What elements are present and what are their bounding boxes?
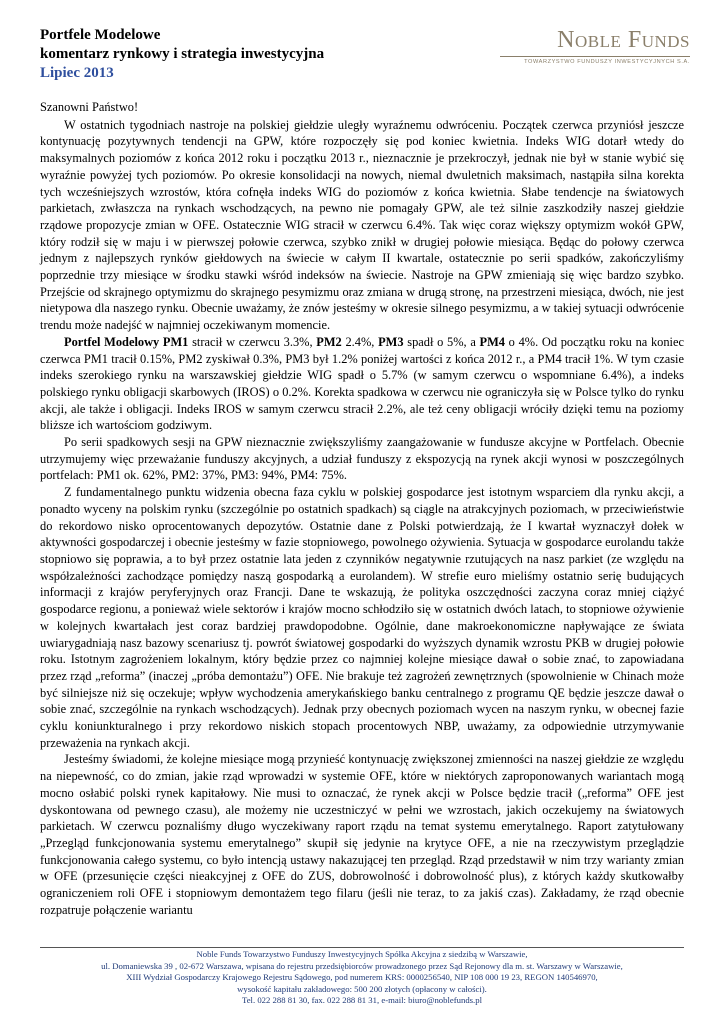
footer-line-contact: Tel. 022 288 81 30, fax. 022 288 81 31, e-mail: biuro@noblefunds.pl (242, 995, 482, 1006)
document-title: Portfele Modelowe (40, 27, 161, 43)
pm3-label: PM3 (378, 334, 404, 349)
footer-line-capital: wysokość kapitału zakładowego: 500 200 złotych (opłacony w całości). (237, 983, 487, 994)
page-footer (40, 949, 684, 1007)
pm4-result-text: o 4%. Od początku roku na koniec czerwca PM1 tracił 0.15%, PM2 zyskiwał 0.3%, PM3 był 1.2% poniżej wartości z końca 2012 r., a PM4 tracił 1%. W tym czasie indeks szerokiego rynku na warszawskiej giełdzie WIG spadł o 5.7% (w samym czerwcu o wspomniane 6.4%), a indeks polskiego rynku obligacji skarbowych (IROS) o 0.2%. Korekta spadkowa w czerwcu nie ograniczyła się w Polsce tylko do rynku akcji, ale także i obligacji. Indeks IROS w samym czerwcu stracił 2.2%, ale też ceny obligacji wróciły dzięki temu na poziomy bliższe ich wartościom godziwym. (40, 334, 684, 433)
pm1-label: Portfel Modelowy PM1 (64, 334, 189, 349)
document-subtitle: komentarz rynkowy i strategia inwestycyjna (40, 46, 325, 62)
paragraph-ofe-reform: Jesteśmy świadomi, że kolejne miesiące mogą przynieść kontynuację zwiększonej zmienności na naszej giełdzie ze względu na niepewność, co do zmian, jakie rząd wprowadzi w systemie OFE, które w niektórych zaproponowanych wariantach mogą mocno osłabić polski rynek kapitałowy. Nie musi to oznaczać, że rynek akcji w Polsce będzie tracił („reforma” OFE jest dyskontowana od pewnego czasu), ale możemy nie uczestniczyć w pełni we wzrostach, jakich oczekujemy na światowych parkietach. W czerwcu poznaliśmy długo wyczekiwany raport rządu na temat systemu emerytalnego. Raport zatytułowany „Przegląd funkcjonowania systemu emerytalnego” skupił się jedynie na krytyce OFE, a nie na rzeczywistym przeglądzie funkcjonowania całego systemu, co było intencją ustawy nakazującej ten przegląd. Rząd przedstawił w nim trzy warianty zmian w OFE (przesunięcie części nieakcyjnej z OFE do ZUS, dobrowolność i dobrowolność plus), z których każdy skutkowałby ograniczeniem roli OFE i stopniowym demontażem tego filaru (jeśli nie teraz, to za jakiś czas). Zakładamy, że rząd obecnie rozpatruje połączenie wariantu (40, 752, 684, 917)
paragraph-market-overview: W ostatnich tygodniach nastroje na polskiej giełdzie uległy wyraźnemu odwróceniu. Początek czerwca przyniósł jeszcze kontynuację pozytywnych tendencji na GPW, które rozpoczęły się pod koniec kwietnia. Indeks WIG dotarł wtedy do maksymalnych poziomów z końca 2012 roku i początku 2013 r., nieznacznie je przekroczył, jednak nie był w stanie wybić się wyraźnie powyżej tych poziomów. Po okresie konsolidacji na nowych, niemal dwuletnich maksimach, nastąpiła silna korekta tych wcześniejszych wzrostów, która cofnęła indeks WIG do poziomów z końca kwietnia. Słabe tendencje na światowych parkietach, zwłaszcza na rynkach wschodzących, na pewno nie pomagały GPW, ale też silnie zaszkodziły naszej giełdzie rządowe propozycje zmian w OFE. Ostatecznie WIG stracił w czerwcu 6.4%. Tak więc coraz większy optymizm wokół GPW, który rodził się w maju i w pierwszej połowie czerwca, szybko znikł w drugiej połowie miesiąca. Będąc do połowy czerwca jednym z najlepszych rynków giełdowych na świecie w całym II kwartale, ostatecznie po serii spadków, zakończyliśmy poprzednie trzy miesiące w środku stawki wśród indeksów na świecie. Nastroje na GPW zmieniają się więc bardzo szybko. Przejście od skrajnego optymizmu do skrajnego pesymizmu oraz zmiana w drugą stronę, na przestrzeni miesiąca, dwóch, nie jest nietypowa dla naszego rynku. Obecnie uważamy, że znów jesteśmy w okresie silnego pesymizmu, a w takiej sytuacji odwrócenie trendu może nadejść w najmniej oczekiwanym momencie. (40, 117, 684, 333)
paragraph-portfolio-results (40, 334, 684, 434)
document-date: Lipiec 2013 (40, 65, 114, 81)
pm1-result-text: stracił w czerwcu 3.3%, (188, 334, 317, 349)
pm2-result-text: 2.4%, (341, 334, 379, 349)
greeting: Szanowni Państwo! (40, 100, 139, 114)
footer-line-address: ul. Domaniewska 39 , 02-672 Warszawa, wpisana do rejestru przedsiębiorców prowadzonego przez Sąd Rejonowy dla m. st. Warszawy w Warszawie, (101, 960, 623, 971)
paragraph-allocation: Po serii spadkowych sesji na GPW nieznacznie zwiększyliśmy zaangażowanie w fundusze akcyjne w Portfelach. Obecnie utrzymujemy więc przeważanie funduszy akcyjnych, a udział funduszy z ekspozycją na rynek akcji wynosi w poszczególnych portfelach: PM1 ok. 62%, PM2: 37%, PM3: 94%, PM4: 75%. (40, 435, 684, 483)
logo-tagline: TOWARZYSTWO FUNDUSZY INWESTYCYJNYCH S.A. (524, 59, 690, 65)
page-header (40, 26, 690, 88)
footer-divider (40, 947, 684, 948)
title-block (40, 26, 324, 83)
footer-line-company: Noble Funds Towarzystwo Funduszy Inwestycyjnych Spółka Akcyjna z siedzibą w Warszawie, (196, 949, 528, 959)
pm2-label: PM2 (316, 334, 342, 349)
pm4-label: PM4 (479, 334, 505, 349)
pm3-result-text: spadł o 5%, a (403, 334, 480, 349)
paragraph-fundamentals: Z fundamentalnego punktu widzenia obecna faza cyklu w polskiej gospodarce jest istotnym wsparciem dla rynku akcji, a ponadto wyceny na polskim rynku (szczególnie po ostatnich spadkach) są ciągle na atrakcyjnych poziomach, w przeciwieństwie do rekordowo nisko oprocentowanych depozytów. Ostatnie dane z Polski potwierdzają, że I kwartał wyznaczył dołek w aktywności gospodarczej i obecnie jesteśmy w fazie stopniowego, powolnego ożywienia. Sytuacja w gospodarce eurolandu także stopniowo się poprawia, a to był przez ostatnie lata jeden z czynników negatywnie rzutujących na nasz parkiet (ze względu na współzależności zachodzące pomiędzy naszą gospodarką a eurolandem). W strefie euro mieliśmy ostatnio serię budujących informacji z krajów peryferyjnych oraz Francji. Dane te wskazują, że polityka oszczędności zaczyna coraz mniej ciążyć gospodarce regionu, a ponieważ wiele sektorów i krajów mocno schłodziło się w ostatnich dwóch latach, to stopniowe ożywienie w kolejnych kwartałach jest coraz bardziej prawdopodobne. Ogólnie, dane makroekonomiczne napływające ze świata uwiarygadniają nasz bazowy scenariusz tj. powrót światowej gospodarki do wyższych dynamik wzrostu PKB w drugiej połowie roku. Istotnym zagrożeniem lokalnym, który będzie przez co najmniej kolejne miesiące dawał o sobie znać, to zapowiadana przez rząd „reforma” (inaczej „próba demontażu”) OFE. Nie brakuje też zagrożeń zewnętrznych (spowolnienie w Chinach może być silniejsze niż się oczekuje; wpływ wychodzenia amerykańskiego banku centralnego z programu QE będzie jeszcze dawał o sobie znać, szczególnie na rynkach wschodzących). Jednak przy obecnych poziomach wycen na naszym rynku, w obecnej fazie cyklu koniunkturalnego i przy rekordowo niskich stopach procentowych NBP, uważamy, za odpowiednie utrzymywanie przeważenia na rynkach akcji. (40, 485, 684, 750)
logo-divider (500, 56, 690, 57)
letter-body (40, 95, 684, 918)
company-logo (480, 26, 690, 65)
logo-wordmark: Noble Funds (557, 27, 690, 53)
footer-line-registry: XIII Wydział Gospodarczy Krajowego Rejestru Sądowego, pod numerem KRS: 0000256540, NIP 108 000 19 23, REGON 140546970, (126, 972, 598, 983)
